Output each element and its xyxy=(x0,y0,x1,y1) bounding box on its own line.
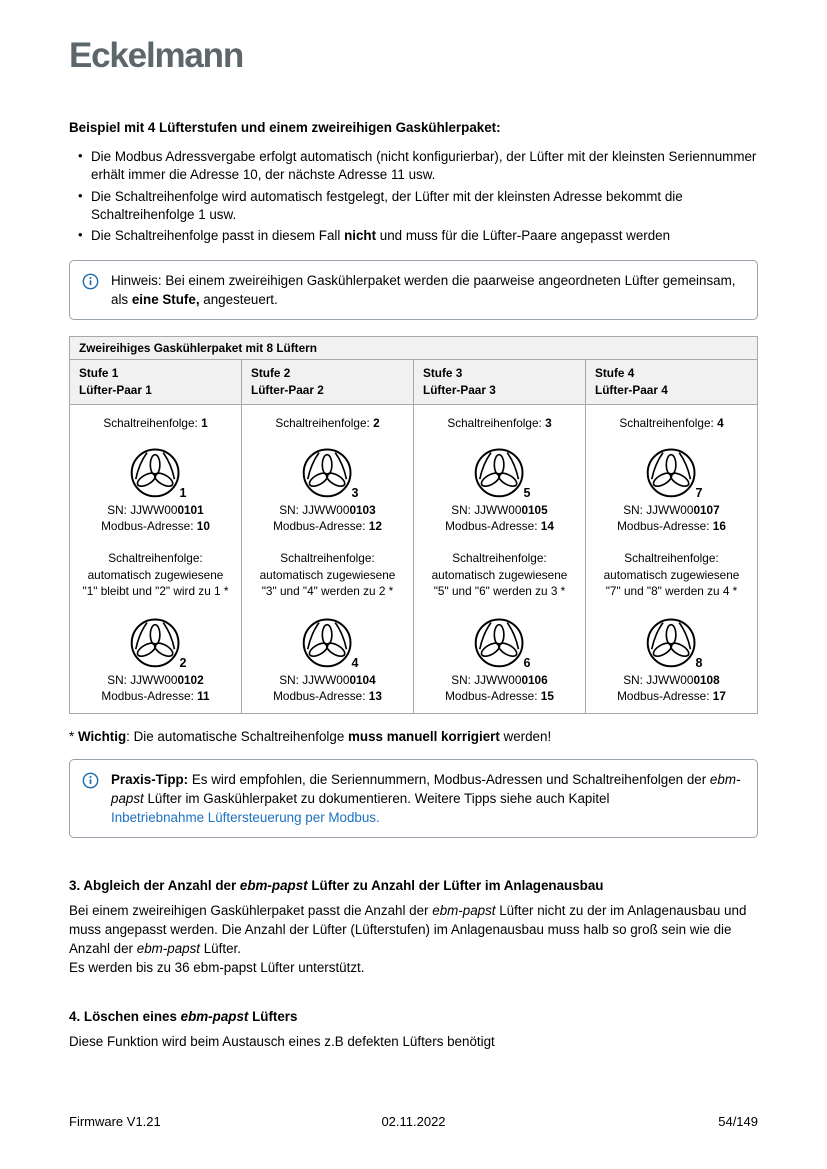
eckelmann-logo: Eckelmann xyxy=(69,36,244,75)
bullet-item xyxy=(69,227,758,245)
modbus-address: Modbus-Adresse: 16 xyxy=(617,518,726,533)
footer-firmware-version: Firmware V1.21 xyxy=(69,1114,161,1129)
page-footer xyxy=(69,1114,758,1129)
switch-order-note: Schaltreihenfolge: automatisch zugewiesene "1" bleibt und "2" wird zu 1 * xyxy=(82,551,229,599)
fan-pair-cell-2 xyxy=(242,405,414,714)
fan-number: 7 xyxy=(695,485,703,500)
fan-number: 4 xyxy=(351,655,359,670)
fan-icon xyxy=(129,615,187,670)
switch-order-note: Schaltreihenfolge: automatisch zugewiesene "7" und "8" werden zu 4 * xyxy=(603,551,740,599)
bullet-item xyxy=(69,148,758,184)
praxis-tipp-text: Praxis-Tipp: Es wird empfohlen, die Seriennummern, Modbus-Adressen und Schaltreihenfolgen der ebm-papst Lüfter im Gaskühlerpaket zu dokumentieren. Weitere Tipps siehe auch Kapitel Inbetriebnahme Lüftersteuerung per Modbus. xyxy=(111,772,741,826)
section-3-body: Bei einem zweireihigen Gaskühlerpaket passt die Anzahl der ebm-papst Lüfter nicht zu der im Anlagenausbau und muss angepasst werden. Die Anzahl der Lüfter (Lüfterstufen) im Anlagenausbau muss halb so groß sein wie die Anzahl der ebm-papst Lüfter. Es werden bis zu 36 ebm-papst Lüfter unterstützt. xyxy=(69,903,747,976)
info-icon xyxy=(82,273,99,290)
serial-number: SN: JJWW000105 xyxy=(451,503,548,518)
hinweis-text: Hinweis: Bei einem zweireihigen Gaskühlerpaket werden die paarweise angeordneten Lüfter gemeinsam, als eine Stufe, angesteuert. xyxy=(111,273,736,308)
modbus-address: Modbus-Adresse: 13 xyxy=(273,688,382,703)
bullet-icon: • xyxy=(78,148,83,164)
switch-order-line: Schaltreihenfolge: 2 xyxy=(275,416,380,431)
fan-pair-cell-3 xyxy=(414,405,586,714)
chapter-link[interactable]: Inbetriebnahme Lüftersteuerung per Modbus. xyxy=(111,810,380,826)
bullet-text: Die Schaltreihenfolge passt in diesem Fall nicht und muss für die Lüfter-Paare angepasst werden xyxy=(91,227,671,243)
serial-number: SN: JJWW000103 xyxy=(279,503,376,518)
fan-pair-cell-1 xyxy=(70,405,242,714)
modbus-address: Modbus-Adresse: 11 xyxy=(101,688,210,703)
fan-icon xyxy=(473,445,531,500)
column-header-stufe-4: Stufe 4 Lüfter-Paar 4 xyxy=(586,360,758,405)
important-note: * Wichtig: Die automatische Schaltreihenfolge muss manuell korrigiert werden! xyxy=(69,729,552,745)
modbus-address: Modbus-Adresse: 10 xyxy=(101,518,210,533)
serial-number: SN: JJWW000102 xyxy=(107,673,204,688)
bullet-icon: • xyxy=(78,187,83,203)
fan-table-body-row xyxy=(70,405,758,714)
serial-number: SN: JJWW000106 xyxy=(451,673,548,688)
modbus-address: Modbus-Adresse: 15 xyxy=(445,688,554,703)
fan-number: 8 xyxy=(695,655,703,670)
fan-number: 2 xyxy=(179,655,187,670)
fan-number: 5 xyxy=(523,485,531,500)
fan-number: 3 xyxy=(351,485,359,500)
info-icon xyxy=(82,772,99,789)
column-header-stufe-1: Stufe 1 Lüfter-Paar 1 xyxy=(70,360,242,405)
praxis-tipp-box xyxy=(69,759,758,838)
hinweis-box xyxy=(69,260,758,320)
fan-icon xyxy=(645,445,703,500)
bullet-text: Die Modbus Adressvergabe erfolgt automatisch (nicht konfigurierbar), der Lüfter mit der kleinsten Seriennummer erhält immer die Adresse 10, der nächste Adresse 11 usw. xyxy=(91,149,757,183)
footer-page-number: 54/149 xyxy=(718,1114,758,1129)
serial-number: SN: JJWW000107 xyxy=(623,503,720,518)
modbus-address: Modbus-Adresse: 14 xyxy=(445,518,554,533)
fan-table-header-row xyxy=(70,360,758,405)
fan-pair-cell-4 xyxy=(586,405,758,714)
switch-order-line: Schaltreihenfolge: 4 xyxy=(619,416,724,431)
section-4-heading: 4. Löschen eines ebm-papst Lüfters xyxy=(69,1009,298,1025)
serial-number: SN: JJWW000104 xyxy=(279,673,376,688)
section-4-body: Diese Funktion wird beim Austausch eines z.B defekten Lüfters benötigt xyxy=(69,1034,495,1050)
fan-number: 1 xyxy=(179,485,187,500)
fan-icon xyxy=(301,615,359,670)
footer-date: 02.11.2022 xyxy=(381,1114,446,1129)
fan-number: 6 xyxy=(523,655,531,670)
fan-icon xyxy=(301,445,359,500)
switch-order-note: Schaltreihenfolge: automatisch zugewiesene "5" und "6" werden zu 3 * xyxy=(431,551,568,599)
bullet-icon: • xyxy=(78,226,83,242)
bullet-list xyxy=(69,148,758,245)
switch-order-line: Schaltreihenfolge: 3 xyxy=(447,416,552,431)
example-heading: Beispiel mit 4 Lüfterstufen und einem zweireihigen Gaskühlerpaket: xyxy=(69,120,501,135)
switch-order-note: Schaltreihenfolge: automatisch zugewiesene "3" und "4" werden zu 2 * xyxy=(259,551,396,599)
column-header-stufe-3: Stufe 3 Lüfter-Paar 3 xyxy=(414,360,586,405)
serial-number: SN: JJWW000108 xyxy=(623,673,720,688)
column-header-stufe-2: Stufe 2 Lüfter-Paar 2 xyxy=(242,360,414,405)
modbus-address: Modbus-Adresse: 12 xyxy=(273,518,382,533)
fan-icon xyxy=(645,615,703,670)
switch-order-line: Schaltreihenfolge: 1 xyxy=(103,416,208,431)
fan-table xyxy=(69,336,758,714)
section-3-heading: 3. Abgleich der Anzahl der ebm-papst Lüfter zu Anzahl der Lüfter im Anlagenausbau xyxy=(69,878,604,894)
fan-icon xyxy=(473,615,531,670)
modbus-address: Modbus-Adresse: 17 xyxy=(617,688,726,703)
fan-table-title: Zweireihiges Gaskühlerpaket mit 8 Lüftern xyxy=(70,337,758,360)
fan-icon xyxy=(129,445,187,500)
bullet-text: Die Schaltreihenfolge wird automatisch festgelegt, der Lüfter mit der kleinsten Adresse bekommt die Schaltreihenfolge 1 usw. xyxy=(91,188,683,222)
serial-number: SN: JJWW000101 xyxy=(107,503,204,518)
bullet-item xyxy=(69,188,758,224)
